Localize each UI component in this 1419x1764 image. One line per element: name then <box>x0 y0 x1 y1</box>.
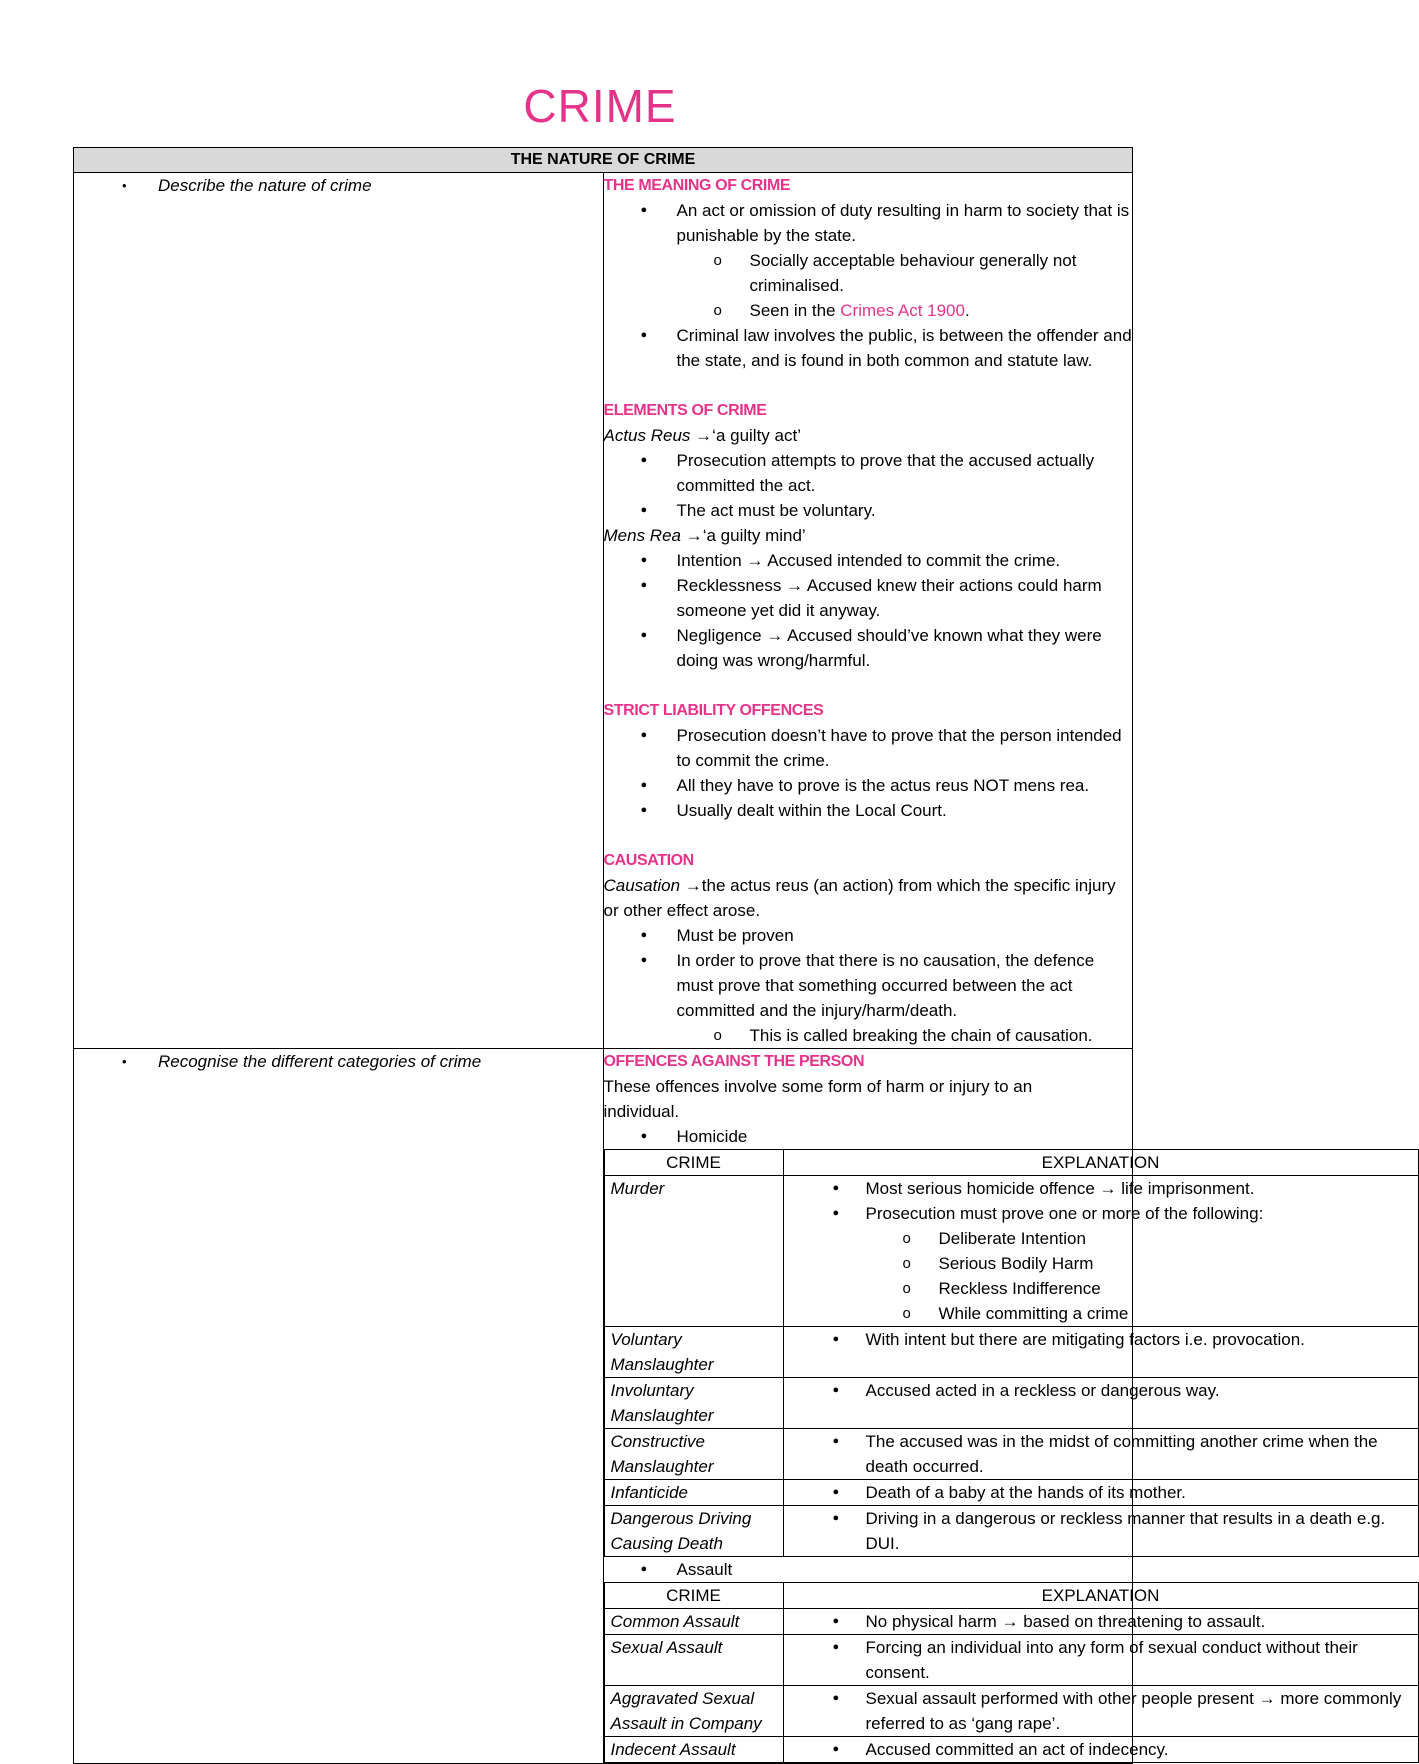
list-item: ● Prosecution attempts to prove that the accused actually committed the act. <box>604 448 1133 498</box>
list-item: o Seen in the Crimes Act 1900. <box>604 298 1133 323</box>
list-item: ● Most serious homicide offence → life imprisonment. <box>790 1176 1412 1201</box>
crime-explanation <box>783 1176 1418 1327</box>
content-cell <box>603 1049 1402 1764</box>
crime-explanation <box>783 1480 1418 1506</box>
crime-name: Indecent Assault <box>604 1737 783 1763</box>
section-heading: ELEMENTS OF CRIME <box>603 402 767 419</box>
section-heading: CAUSATION <box>603 852 694 869</box>
assault-label: ● Assault <box>604 1557 1111 1582</box>
definition: Mens Rea →‘a guilty mind’ <box>603 526 806 545</box>
section-heading: OFFENCES AGAINST THE PERSON <box>603 1053 865 1070</box>
crime-name: Common Assault <box>604 1609 783 1635</box>
column-header-crime: CRIME <box>604 1150 783 1176</box>
table-row <box>604 1686 1418 1737</box>
section-heading: STRICT LIABILITY OFFENCES <box>603 702 824 719</box>
list-item: ● Driving in a dangerous or reckless manner that results in a death e.g. DUI. <box>790 1506 1412 1556</box>
nature-of-crime-table <box>73 147 1402 1764</box>
list-item: ● Forcing an individual into any form of sexual conduct without their consent. <box>790 1635 1412 1685</box>
crimes-act-link[interactable]: Crimes Act 1900 <box>840 301 965 320</box>
column-header-explanation: EXPLANATION <box>783 1583 1418 1609</box>
crime-name: Sexual Assault <box>604 1635 783 1686</box>
list-item: ● Prosecution must prove one or more of the following: <box>790 1201 1412 1226</box>
list-item: ● Prosecution doesn’t have to prove that the person intended to commit the crime. <box>604 723 1133 773</box>
list-item: ● In order to prove that there is no causation, the defence must prove that something occurred between the act committed and the injury/harm/death. <box>604 948 1133 1023</box>
list-item: ● Recklessness → Accused knew their actions could harm someone yet did it anyway. <box>604 573 1133 623</box>
list-item: ● Criminal law involves the public, is between the offender and the state, and is found in both common and statute law. <box>604 323 1133 373</box>
column-header-crime: CRIME <box>604 1583 783 1609</box>
crime-name: Voluntary Manslaughter <box>604 1327 783 1378</box>
crime-name: Infanticide <box>604 1480 783 1506</box>
outcome-text: Describe the nature of crime <box>158 176 372 195</box>
crime-explanation <box>783 1506 1418 1557</box>
list-item: ● Must be proven <box>604 923 1133 948</box>
list-item: ● Usually dealt within the Local Court. <box>604 798 1133 823</box>
list-item: ● Death of a baby at the hands of its mother. <box>790 1480 1412 1505</box>
crime-name: Constructive Manslaughter <box>604 1429 783 1480</box>
bullet: • <box>122 178 127 193</box>
crime-explanation <box>783 1609 1418 1635</box>
list-item: o Socially acceptable behaviour generally not criminalised. <box>604 248 1133 298</box>
list-item: ● Accused acted in a reckless or dangerous way. <box>790 1378 1412 1403</box>
content-cell <box>603 173 1133 1049</box>
table-row <box>604 1480 1418 1506</box>
table-row <box>604 1506 1418 1557</box>
crime-name: Aggravated Sexual Assault in Company <box>604 1686 783 1737</box>
homicide-table <box>604 1149 1419 1557</box>
outcome-cell <box>74 1049 604 1764</box>
crime-explanation <box>783 1635 1418 1686</box>
list-item: ● All they have to prove is the actus reus NOT mens rea. <box>604 773 1133 798</box>
homicide-label: ● Homicide <box>604 1124 1111 1149</box>
crime-explanation <box>783 1429 1418 1480</box>
definition: Actus Reus →‘a guilty act’ <box>603 426 801 445</box>
table-row <box>604 1635 1418 1686</box>
list-item: o This is called breaking the chain of causation. <box>604 1023 1133 1048</box>
list-item: o Reckless Indifference <box>790 1276 1412 1301</box>
list-item: ● An act or omission of duty resulting in harm to society that is punishable by the state. <box>604 198 1133 248</box>
outcome-text: Recognise the different categories of crime <box>158 1052 482 1071</box>
column-header-explanation: EXPLANATION <box>783 1150 1418 1176</box>
list-item: ● Negligence → Accused should’ve known what they were doing was wrong/harmful. <box>604 623 1133 673</box>
crime-explanation <box>783 1327 1418 1378</box>
list-item: ● The accused was in the midst of committing another crime when the death occurred. <box>790 1429 1412 1479</box>
list-item: o Deliberate Intention <box>790 1226 1412 1251</box>
list-item: ● The act must be voluntary. <box>604 498 1133 523</box>
list-item: ● With intent but there are mitigating factors i.e. provocation. <box>790 1327 1412 1352</box>
table-row <box>74 173 1133 1049</box>
list-item: ● No physical harm → based on threatening to assault. <box>790 1609 1412 1634</box>
list-item: ● Accused committed an act of indecency. <box>790 1737 1412 1762</box>
crime-name: Involuntary Manslaughter <box>604 1378 783 1429</box>
list-item: ● Sexual assault performed with other people present → more commonly referred to as ‘gang rape’. <box>790 1686 1412 1736</box>
list-item: ● Intention → Accused intended to commit the crime. <box>604 548 1133 573</box>
table-row <box>604 1609 1418 1635</box>
bullet: • <box>122 1054 127 1069</box>
table-row <box>604 1429 1418 1480</box>
crime-name: Dangerous Driving Causing Death <box>604 1506 783 1557</box>
crime-explanation <box>783 1686 1418 1737</box>
list-item: o While committing a crime <box>790 1301 1412 1326</box>
table-row <box>74 1049 1133 1764</box>
list-item: o Serious Bodily Harm <box>790 1251 1412 1276</box>
crime-name: Murder <box>604 1176 783 1327</box>
table-row <box>604 1327 1418 1378</box>
table-row <box>604 1378 1418 1429</box>
intro-text: These offences involve some form of harm or injury to an individual. <box>603 1077 1033 1121</box>
definition: Causation →the actus reus (an action) from which the specific injury or other effect arose. <box>603 876 1116 920</box>
assault-table <box>604 1582 1419 1763</box>
outcome-cell <box>74 173 604 1049</box>
table-row <box>604 1737 1418 1763</box>
table-header: THE NATURE OF CRIME <box>74 148 1133 173</box>
page-title: CRIME <box>523 80 677 132</box>
crime-explanation <box>783 1378 1418 1429</box>
section-heading: THE MEANING OF CRIME <box>603 177 791 194</box>
crime-explanation <box>783 1737 1418 1763</box>
table-row <box>604 1176 1418 1327</box>
